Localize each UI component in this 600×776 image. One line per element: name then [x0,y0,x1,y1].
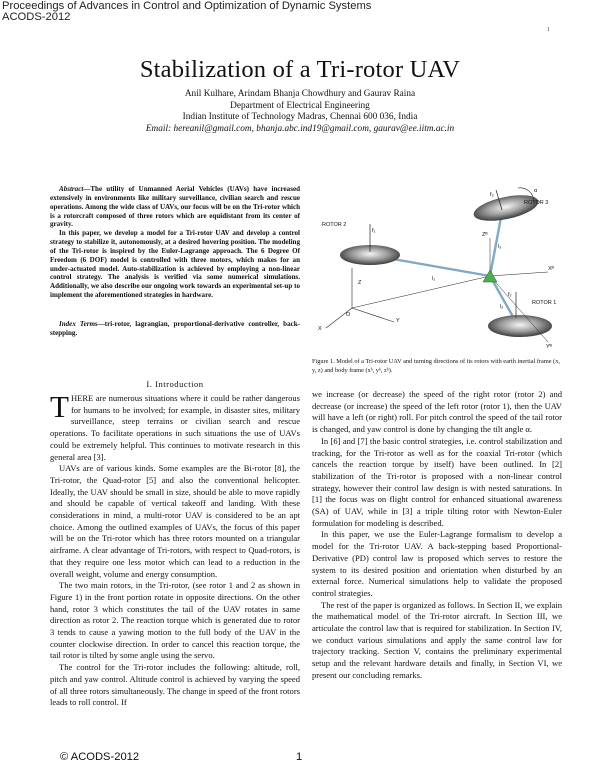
abstract: Abstract—The utility of Unmanned Aerial Vehicles (UAVs) have increased extensively in environments like military surveillance, civilian search and rescue operations. Among the wide class of UAVs, our focus will be on the Tri-rotor which is a rotorcraft composed of three rotors which are equidistant from its center of gravity. In this paper, we develop a model for a Tri-rotor UAV and develop a control strategy to stabilize it, autonomously, at a desired hovering position. The modeling of the Tri-rotor is inspired by the Euler-Lagrange approach. The 6 Degree Of Freedom (6 DOF) model is controlled with three motors, which makes for an under-actuated model. Auto-stabilization is achieved by employing a non-linear control strategy. The analysis is verified via some numerical simulations. Additionally, we also describe our ongoing work towards an experimental set-up to implement the aforementioned strategies in hardware. [50,185,300,300]
intro-paragraph-1: HERE are numerous situations where it could be rather dangerous for humans to be involved; for example, in disaster sites, military surveillance, steep terrains or civilian search and rescue operations. To facilitate operations in such situations the use of UAVs could be extremely helpful. This continues to motivate research in this general area [3]. [50,393,300,462]
author-names: Anil Kulhare, Arindam Bhanja Chowdhury and Gaurav Raina [184,89,416,99]
figure-1-caption: Figure 1. Model of a Tri-rotor UAV and turning directions of its rotors with earth inertial frame (x, y, z) and body frame (xᵇ, yᵇ, zᵇ). [312,358,560,374]
label-f1: f₁ [372,228,376,234]
label-y: Y [396,318,400,324]
department: Department of Electrical Engineering [230,100,370,111]
label-rotor-2: ROTOR 2 [322,222,347,228]
label-x: X [318,326,322,332]
intro-paragraph-8: The rest of the paper is organized as follows. In Section II, we explain the mathematical model of the Tri-rotor aircraft. In Section III, we articulate the control law that is required for stabilization. In Section IV, we conduct various simulations and apply the same control law for trajectory tracking. Section V, contains the preliminary experimental setup and the relevant hardware details and finally, in Section VI, we present our concluding remarks. [312,599,562,680]
label-xb: Xᴮ [548,266,554,272]
section-heading-introduction: I. Introduction [146,379,204,389]
abstract-paragraph-2: In this paper, we develop a model for a Tri-rotor UAV and develop a control strategy to stabilize it, autonomously, at a desired hovering position. The modeling of the Tri-rotor is inspired by the Euler-Lagrange approach. The 6 Degree Of Freedom (6 DOF) model is controlled with three motors, which makes for an under-actuated model. Auto-stabilization is achieved by employing a non-linear control strategy. The analysis is verified via some numerical simulations. Additionally, we also describe our ongoing work towards an experimental set-up to implement the aforementioned strategies in hardware. [50,229,300,300]
index-terms-label: Index Terms [59,320,98,328]
earth-x-axis [326,308,352,328]
label-yb: Yᴮ [546,344,552,350]
intro-paragraph-5: we increase (or decrease) the speed of the right rotor (rotor 2) and decrease (or increase) the speed of the left rotor (rotor 1), then the UAV will have a left (or right) roll. For pitch control the speed of the tail rotor is changed, and yaw control is done by changing the tilt angle α. [312,389,562,435]
tri-rotor-figure [312,180,562,352]
proceedings-header [2,1,371,23]
footer-page-number: 1 [296,751,303,763]
footer-copyright: © ACODS-2012 [60,751,140,763]
body-column-left [50,389,300,709]
label-l3: l₃ [498,244,502,250]
author-block [0,89,600,135]
index-terms: Index Terms—tri-rotor, lagrangian, proportional-derivative controller, back-stepping. [50,320,300,337]
label-f2: f₂ [508,292,512,298]
conference-name: ACODS-2012 [2,11,71,23]
author-emails: Email: hereanil@gmail.com, bhanja.abc.ind19@gmail.com, gaurav@ee.iitm.ac.in [145,123,455,134]
label-zb: Zᴮ [482,232,488,238]
body-x-axis [490,272,548,276]
intro-paragraph-2: UAVs are of various kinds. Some examples are the Bi-rotor [8], the Tri-rotor, the Quad-rotor [5] and also the conventional helicopter. Ideally, the UAV should be small in size, should be able to move rapidly and should be capable of vertical takeoff and landing. With these considerations in mind, a multi-rotor UAV is considered to be an apt choice. Among the outlined examples of UAVs, the focus of this paper will be on the Tri-rotor which has three rotors mounted on a triangular airframe. A clear advantage of Tri-rotors, with respect to Quad-rotors, is that they require one less motor which can lead to a reduction in the overall weight, volume and energy consumption. [50,463,300,579]
label-rotor-3: ROTOR 3 [524,200,549,206]
position-vector [352,276,490,308]
rotor-3-disc [471,190,540,225]
proceedings-title: Proceedings of Advances in Control and Optimization of Dynamic Systems [2,0,372,12]
label-f3: f₃ [490,192,494,198]
page-mark: 1 [547,27,550,33]
institute: Indian Institute of Technology Madras, Chennai 600 036, India [182,112,418,123]
label-rotor-1: ROTOR 1 [532,300,557,306]
index-terms-text: tri-rotor, lagrangian, proportional-derivative controller, back-stepping. [50,320,300,337]
intro-paragraph-6: In [6] and [7] the basic control strategies, i.e. control stabilization and tracking, for the Tri-rotor as well as for the coaxial Tri-rotor (which cancels the reaction torque by itself) have been outlined. In [2] stabilization of the Tri-rotor is proposed with a non-linear control strategy, however their control law design is with nested saturations. In [1] the focus was on flight control for enhanced situational awareness (SA) of UAV, while in [3] a triple tilting rotor with Newton-Euler formulation for modeling is described. [312,435,562,528]
paper-title: Stabilization of a Tri-rotor UAV [139,56,461,83]
arm-rotor-1 [490,276,516,322]
intro-paragraph-7: In this paper, we use the Euler-Lagrange formalism to develop a model for the Tri-rotor UAV. A back-stepping based Proportional-Derivative (PD) control law is proposed which serves to restore the system to its desired position and orientation when disturbed by an external force. Numerical simulations help to validate the proposed control strategies. [312,529,562,598]
earth-y-axis [352,308,394,322]
abstract-label: Abstract [59,185,84,193]
label-origin: O [346,312,351,318]
rotor-1-disc [488,315,552,337]
body-column-right [312,389,562,682]
intro-paragraph-3: The two main rotors, in the Tri-rotor, (see rotor 1 and 2 as shown in Figure 1) in the front portion rotate in opposite directions. On the other hand, rotor 3 which constitutes the tail of the UAV rotates in same direction as rotor 2. The reaction torque which is generated due to rotor 3 tends to cause a yawing motion to the full body of the UAV in the counter clockwise direction. In order to cancel this reaction torque, the tail rotor is tilted by some angle using the servo. [50,580,300,661]
intro-paragraph-4: The control for the Tri-rotor includes the following: altitude, roll, pitch and yaw control. Altitude control is achieved by varying the speed of all three rotors simultaneously. The change in speed of the front rotors leads to roll control. If [50,662,300,708]
abstract-paragraph-1: The utility of Unmanned Aerial Vehicles (UAVs) have increased extensively in environments like military surveillance, civilian search and rescue operations. Among the wide class of UAVs, our focus will be on the Tri-rotor which is a rotorcraft composed of three rotors which are equidistant from its center of gravity. [50,185,300,229]
label-alpha: α [534,188,538,194]
label-z: Z [358,280,362,286]
drop-cap: T [50,389,69,424]
label-l2: l₂ [500,304,504,310]
label-l1: l₁ [432,276,436,282]
